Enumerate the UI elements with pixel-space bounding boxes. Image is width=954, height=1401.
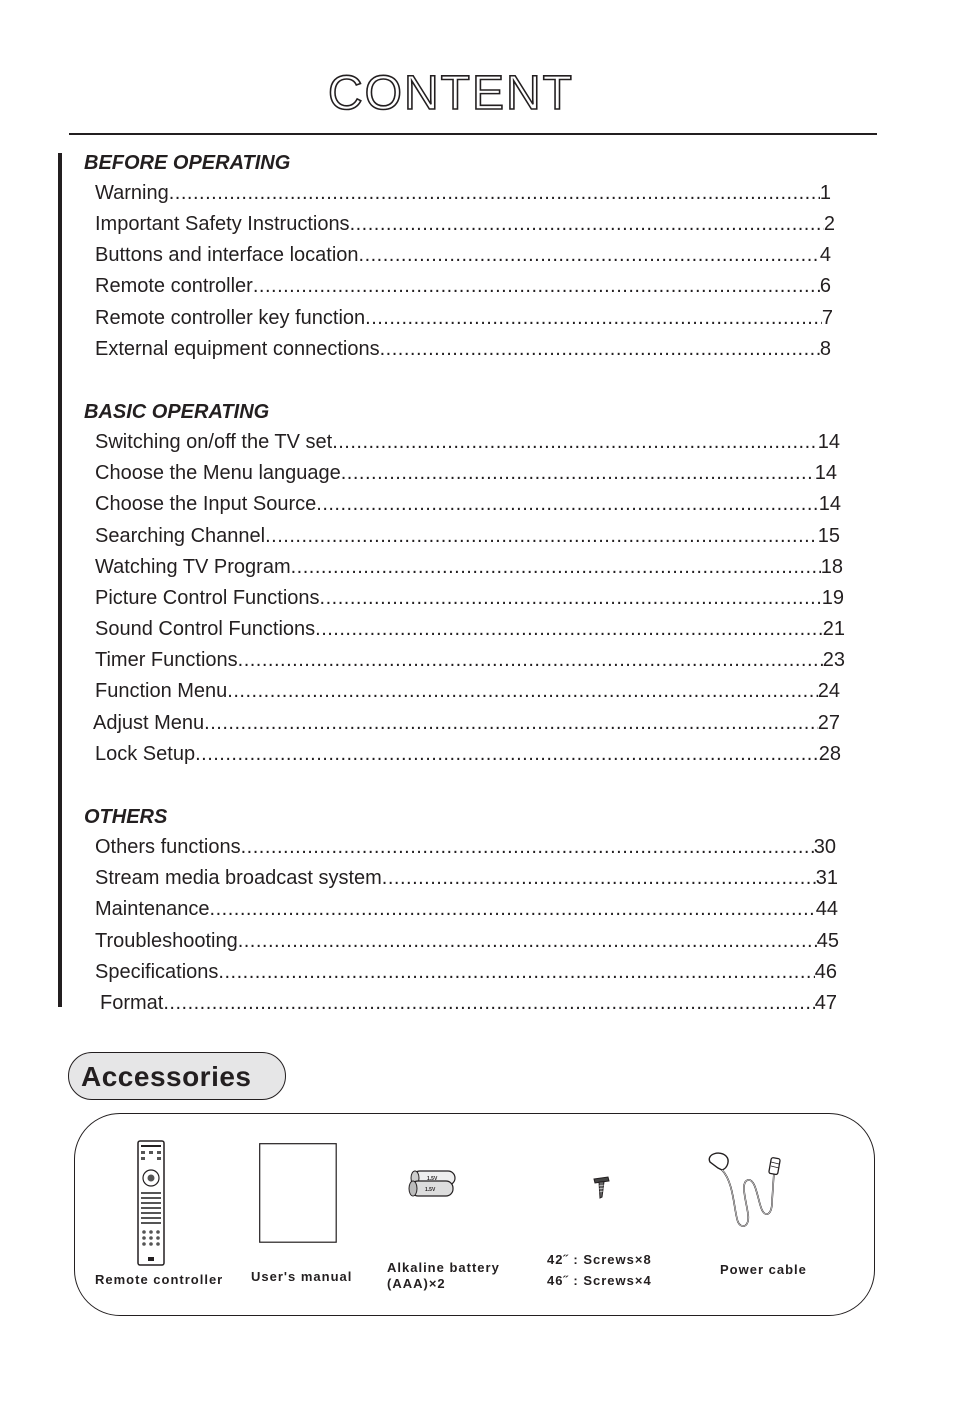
toc-entry-page: 15 [817,525,840,547]
accessory-label-remote: Remote controller [95,1272,224,1287]
manual-icon [259,1143,337,1243]
toc-leader-dots [227,680,817,703]
toc-entry[interactable] [95,338,831,364]
toc-entry-label: Format [100,992,164,1014]
screw-icon [592,1175,612,1201]
toc-leader-dots [382,867,816,890]
toc-entry[interactable] [95,525,840,551]
toc-leader-dots [195,743,819,766]
toc-entry-label: Timer Functions [95,649,238,671]
toc-leader-dots [315,618,823,641]
toc-entry-label: Others functions [95,836,241,858]
toc-entry-page: .19 [816,587,844,609]
toc-leader-dots [253,275,820,298]
toc-entry-page: 27 [817,712,840,734]
toc-entry-label: Important Safety Instructions [95,213,350,235]
toc-entry[interactable] [95,743,841,769]
toc-entry[interactable] [95,618,845,644]
toc-entry[interactable] [100,992,837,1018]
toc-entry-page: 47 [814,992,837,1014]
toc-leader-dots [380,338,820,361]
toc-entry[interactable] [95,961,837,987]
toc-leader-dots [332,431,818,454]
toc-entry-page: 7 [821,307,833,329]
toc-entry-page: 21 [822,618,845,640]
toc-entry-label: Adjust Menu [93,712,205,734]
accessory-label-manual: User's manual [251,1269,353,1284]
section-heading-others: OTHERS [84,806,168,828]
toc-entry[interactable] [95,493,841,519]
toc-entry-label: Lock Setup [95,743,196,765]
toc-entry[interactable] [95,244,831,270]
toc-entry-label: Warning [95,182,169,204]
toc-leader-dots [163,992,814,1015]
toc-entry[interactable] [95,431,840,457]
toc-entry-label: Remote controller [95,275,253,297]
accessory-label-screws-46: 46˝ : Screws×4 [547,1273,652,1288]
toc-entry[interactable] [95,462,837,488]
toc-leader-dots [316,493,818,516]
toc-entry-label: Sound Control Functions [95,618,316,640]
toc-leader-dots [359,244,820,267]
toc-entry[interactable] [95,213,835,239]
toc-entry-page: 2 [823,213,835,235]
accessories-heading: Accessories [81,1061,252,1092]
toc-entry-page: 1 [819,182,831,204]
accessory-label-power-cable: Power cable [720,1262,807,1277]
toc-entry-page: 45 [816,930,839,952]
toc-entry-label: Searching Channel [95,525,266,547]
toc-entry-page: 31 [815,867,838,889]
toc-leader-dots [241,836,814,859]
toc-entry-page: 24 [817,680,840,702]
toc-entry[interactable] [95,867,838,893]
toc-leader-dots [218,961,814,984]
toc-leader-dots [365,307,822,330]
accessory-label-battery-line2: (AAA)×2 [387,1276,446,1291]
toc-entry-label: Watching TV Program [95,556,291,578]
section-heading-basic-operating: BASIC OPERATING [84,401,270,423]
toc-entry-label: Specifications [95,961,219,983]
toc-entry[interactable] [95,275,831,301]
toc-entry-page: 6 [819,275,831,297]
toc-entry-page: 8 [819,338,831,360]
toc-entry[interactable] [95,836,836,862]
toc-entry-page: 14 [818,493,841,515]
remote-controller-icon [137,1140,165,1267]
page-title: CONTENT [328,67,574,120]
toc-entry[interactable] [93,712,840,738]
toc-leader-dots [238,649,823,672]
power-cable-icon [704,1152,786,1230]
toc-entry[interactable] [95,587,844,613]
toc-entry-label: Picture Control Functions [95,587,320,609]
toc-leader-dots [291,556,821,579]
toc-entry-label: Switching on/off the TV set [95,431,333,453]
battery-marking-bottom: 1.5V [425,1187,436,1193]
toc-entry[interactable] [95,182,831,208]
toc-entry[interactable] [95,680,840,706]
toc-entry-label: Function Menu [95,680,228,702]
accessory-label-screws-42: 42˝ : Screws×8 [547,1252,652,1267]
toc-entry[interactable] [95,930,839,956]
toc-entry-label: Maintenance [95,898,210,920]
toc-entry-page: 28 [818,743,841,765]
toc-entry-page: 46 [814,961,837,983]
toc-leader-dots [238,930,817,953]
battery-icon [407,1168,459,1200]
accessories-heading-pill [68,1052,286,1100]
toc-entry[interactable] [95,898,838,924]
toc-entry-label: Choose the Input Source [95,493,317,515]
toc-entry-label: Choose the Menu language [95,462,341,484]
toc-entry-page: 18 [820,556,843,578]
toc-entry-label: Remote controller key function [95,307,366,329]
toc-leader-dots [350,213,824,236]
toc-entry-page: 44 [815,898,838,920]
toc-entry-label: Stream media broadcast system [95,867,382,889]
battery-marking-top: 1.5V [427,1176,438,1182]
toc-entry-label: Troubleshooting [95,930,238,952]
toc-entry[interactable] [95,649,845,675]
toc-entry[interactable] [95,556,843,582]
toc-entry[interactable] [95,307,833,333]
accessory-label-battery-line1: Alkaline battery [387,1260,500,1275]
toc-entry-page: 30 [813,836,836,858]
toc-leader-dots [210,898,816,921]
toc-entry-page: 14 [817,431,840,453]
toc-entry-page: 14 [814,462,837,484]
toc-leader-dots [341,462,815,485]
toc-leader-dots [169,182,820,205]
section-heading-before-operating: BEFORE OPERATING [84,152,291,174]
toc-leader-dots [204,712,818,735]
title-rule [69,133,877,135]
toc-entry-page: 23 [822,649,845,671]
toc-entry-label: External equipment connections [95,338,380,360]
toc-entry-page: 4 [819,244,831,266]
toc-leader-dots [265,525,818,548]
toc-entry-label: Buttons and interface location [95,244,359,266]
toc-leader-dots [320,587,817,610]
toc-side-bar [58,153,62,1007]
